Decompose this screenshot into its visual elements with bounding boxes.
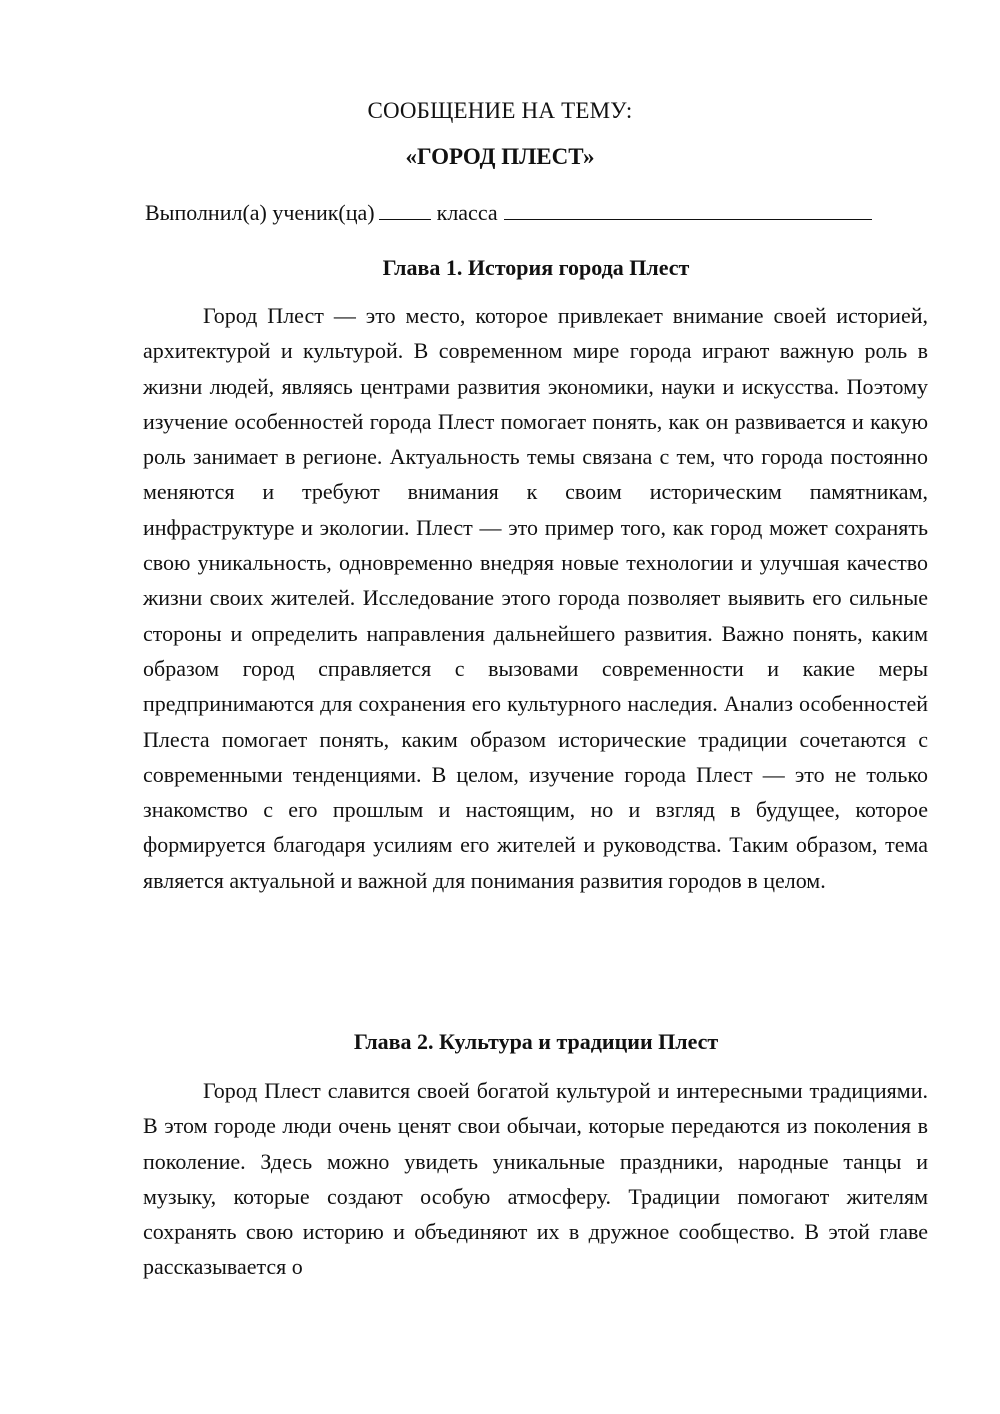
document-title-line-2: «ГОРОД ПЛЕСТ» [405, 144, 595, 169]
document-title-line-1: СООБЩЕНИЕ НА ТЕМУ: [367, 98, 633, 123]
student-name-blank [504, 199, 872, 220]
author-line [145, 198, 935, 228]
class-number-blank [379, 199, 431, 220]
chapter-1-paragraph: Город Плест — это место, которое привлекает внимание своей историей, архитектурой и культурой. В современном мире города играют важную роль в жизни людей, являясь центрами развития экономики, науки и искусства. Поэтому изучение особенностей города Плест помогает понять, как он развивается и какую роль занимает в регионе. Актуальность темы связана с тем, что города постоянно меняются и требуют внимания к своим историческим памятникам, инфраструктуре и экологии. Плест — это пример того, как город может сохранять свою уникальность, одновременно внедряя новые технологии и улучшая качество жизни своих жителей. Исследование этого города позволяет выявить его сильные стороны и определить направления дальнейшего развития. Важно понять, каким образом город справляется с вызовами современности и какие меры предпринимаются для сохранения его культурного наследия. Анализ особенностей Плеста помогает понять, каким образом исторические традиции сочетаются с современными тенденциями. В целом, изучение города Плест — это не только знакомство с его прошлым и настоящим, но и взгляд в будущее, которое формируется благодаря усилиям его жителей и руководства. Таким образом, тема является актуальной и важной для понимания развития городов в целом. [143, 303, 928, 893]
class-word: класса [436, 200, 498, 225]
author-prefix: Выполнил(а) ученик(ца) [145, 200, 375, 225]
chapter-2-heading: Глава 2. Культура и традиции Плест [353, 1029, 719, 1054]
chapter-1-heading: Глава 1. История города Плест [382, 255, 690, 280]
chapter-2-paragraph: Город Плест славится своей богатой культурой и интересными традициями. В этом городе люди очень ценят свои обычаи, которые передаются из поколения в поколение. Здесь можно увидеть уникальные праздники, народные танцы и музыку, которые создают особую атмосферу. Традиции помогают жителям сохранять свою историю и объединяют их в дружное сообщество. В этой главе рассказывается о [143, 1078, 928, 1280]
